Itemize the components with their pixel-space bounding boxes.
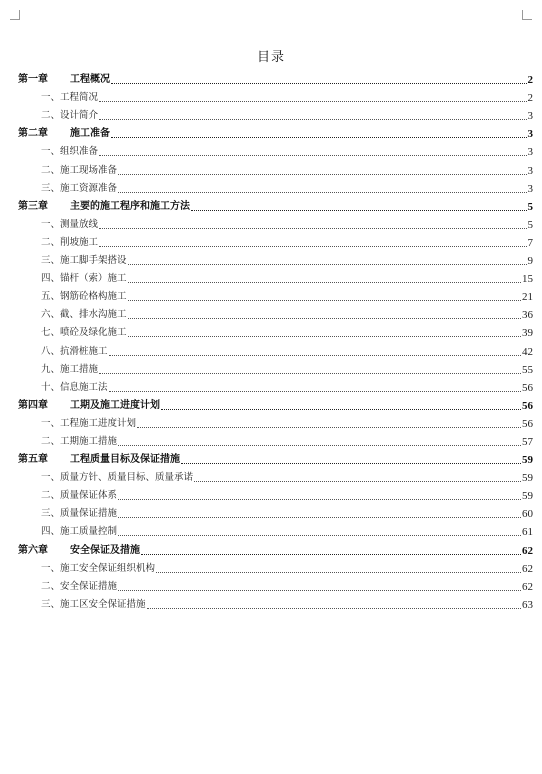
toc-entry-number: 十、 — [41, 381, 61, 393]
toc-page-number: 56 — [522, 381, 533, 394]
toc-dot-leader — [137, 427, 521, 428]
table-of-contents — [18, 69, 533, 612]
toc-page-number: 56 — [522, 417, 533, 430]
toc-entry-label: 锚杆（索）施工 — [60, 273, 127, 285]
toc-dot-leader — [111, 83, 527, 84]
toc-section-entry[interactable] — [18, 485, 533, 503]
toc-dot-leader — [99, 228, 526, 229]
toc-entry-number: 第二章 — [18, 128, 48, 140]
toc-entry-label: 组织准备 — [60, 146, 99, 158]
page-corner-mark-top-left — [10, 10, 20, 20]
toc-page-number: 2 — [527, 74, 533, 87]
toc-entry-number: 八、 — [41, 345, 61, 357]
toc-entry-label: 施工质量控制 — [60, 526, 118, 538]
toc-section-entry[interactable] — [18, 141, 533, 159]
toc-entry-number: 二、 — [41, 110, 61, 122]
page-corner-mark-top-right — [522, 10, 532, 20]
toc-entry-label: 施工安全保证组织机构 — [60, 562, 156, 574]
toc-section-entry[interactable] — [18, 250, 533, 268]
toc-page-number: 3 — [527, 110, 533, 123]
toc-dot-leader — [194, 481, 521, 482]
toc-section-entry[interactable] — [18, 286, 533, 304]
toc-entry-number: 三、 — [41, 508, 61, 520]
toc-dot-leader — [141, 554, 521, 555]
toc-entry-label: 主要的施工程序和施工方法 — [70, 200, 190, 212]
toc-entry-label: 施工区安全保证措施 — [60, 598, 146, 610]
toc-entry-number: 二、 — [41, 435, 61, 447]
toc-section-entry[interactable] — [18, 268, 533, 286]
toc-page-number: 63 — [522, 598, 533, 611]
toc-entry-label: 喷砼及绿化施工 — [60, 327, 127, 339]
toc-chapter-entry[interactable] — [18, 196, 533, 214]
toc-page-number: 39 — [522, 327, 533, 340]
toc-section-entry[interactable] — [18, 359, 533, 377]
toc-section-entry[interactable] — [18, 340, 533, 358]
toc-dot-leader — [128, 282, 521, 283]
toc-entry-label: 信息施工法 — [60, 381, 108, 393]
toc-chapter-entry[interactable] — [18, 395, 533, 413]
toc-entry-number: 第四章 — [18, 399, 48, 411]
toc-entry-label: 削坡施工 — [60, 236, 99, 248]
toc-entry-number: 第三章 — [18, 200, 48, 212]
toc-entry-label: 钢筋砼格构施工 — [60, 291, 127, 303]
toc-page-number: 57 — [522, 435, 533, 448]
toc-page-number: 15 — [522, 273, 533, 286]
toc-entry-number: 二、 — [41, 490, 61, 502]
toc-dot-leader — [99, 101, 526, 102]
toc-dot-leader — [99, 119, 526, 120]
toc-page-number: 62 — [522, 580, 533, 593]
toc-section-entry[interactable] — [18, 178, 533, 196]
toc-dot-leader — [118, 517, 521, 518]
toc-section-entry[interactable] — [18, 431, 533, 449]
toc-page-number: 61 — [522, 526, 533, 539]
toc-section-entry[interactable] — [18, 594, 533, 612]
toc-chapter-entry[interactable] — [18, 123, 533, 141]
toc-page-number: 36 — [522, 309, 533, 322]
toc-dot-leader — [161, 409, 521, 410]
toc-page-number: 59 — [522, 472, 533, 485]
toc-dot-leader — [118, 192, 526, 193]
toc-entry-number: 九、 — [41, 363, 61, 375]
toc-entry-number: 二、 — [41, 236, 61, 248]
toc-entry-number: 二、 — [41, 164, 61, 176]
toc-section-entry[interactable] — [18, 304, 533, 322]
toc-entry-label: 质量保证措施 — [60, 508, 118, 520]
toc-entry-label: 施工现场准备 — [60, 164, 118, 176]
toc-entry-label: 施工措施 — [60, 363, 99, 375]
toc-entry-number: 一、 — [41, 146, 61, 158]
toc-section-entry[interactable] — [18, 214, 533, 232]
toc-entry-number: 一、 — [41, 417, 61, 429]
toc-entry-number: 三、 — [41, 598, 61, 610]
toc-page-number: 62 — [522, 562, 533, 575]
toc-section-entry[interactable] — [18, 521, 533, 539]
toc-dot-leader — [99, 155, 526, 156]
toc-chapter-entry[interactable] — [18, 69, 533, 87]
toc-dot-leader — [181, 463, 521, 464]
toc-page-number: 59 — [522, 454, 533, 467]
toc-entry-number: 四、 — [41, 526, 61, 538]
toc-entry-number: 四、 — [41, 273, 61, 285]
toc-entry-number: 七、 — [41, 327, 61, 339]
toc-entry-number: 第五章 — [18, 454, 48, 466]
toc-dot-leader — [128, 318, 521, 319]
toc-section-entry[interactable] — [18, 87, 533, 105]
toc-section-entry[interactable] — [18, 503, 533, 521]
toc-dot-leader — [109, 355, 521, 356]
toc-section-entry[interactable] — [18, 413, 533, 431]
toc-entry-number: 二、 — [41, 580, 61, 592]
toc-dot-leader — [191, 210, 527, 211]
toc-entry-label: 施工准备 — [70, 128, 110, 140]
toc-entry-number: 一、 — [41, 92, 61, 104]
toc-entry-label: 施工脚手架搭设 — [60, 255, 127, 267]
toc-entry-number: 第一章 — [18, 74, 48, 86]
toc-page-number: 60 — [522, 508, 533, 521]
toc-page-number: 62 — [522, 544, 533, 557]
toc-dot-leader — [99, 246, 526, 247]
toc-entry-label: 质量方针、质量目标、质量承诺 — [60, 472, 194, 484]
toc-entry-label: 安全保证及措施 — [70, 544, 140, 556]
toc-section-entry[interactable] — [18, 232, 533, 250]
toc-page-number: 59 — [522, 490, 533, 503]
toc-dot-leader — [118, 590, 521, 591]
toc-entry-label: 测量放线 — [60, 218, 99, 230]
toc-dot-leader — [111, 137, 527, 138]
toc-entry-label: 质量保证体系 — [60, 490, 118, 502]
toc-entry-number: 五、 — [41, 291, 61, 303]
toc-page-number: 55 — [522, 363, 533, 376]
toc-page-number: 7 — [527, 236, 533, 249]
toc-entry-number: 一、 — [41, 218, 61, 230]
toc-section-entry[interactable] — [18, 558, 533, 576]
toc-section-entry[interactable] — [18, 576, 533, 594]
toc-page-number: 42 — [522, 345, 533, 358]
toc-dot-leader — [128, 300, 521, 301]
toc-dot-leader — [128, 336, 521, 337]
toc-dot-leader — [99, 373, 521, 374]
toc-chapter-entry[interactable] — [18, 449, 533, 467]
toc-dot-leader — [147, 608, 521, 609]
toc-entry-number: 第六章 — [18, 544, 48, 556]
toc-entry-label: 安全保证措施 — [60, 580, 118, 592]
toc-dot-leader — [118, 445, 521, 446]
toc-page-number: 5 — [527, 218, 533, 231]
toc-dot-leader — [128, 264, 527, 265]
toc-entry-label: 工期施工措施 — [60, 435, 118, 447]
toc-entry-label: 工期及施工进度计划 — [70, 399, 160, 411]
toc-page-number: 3 — [527, 164, 533, 177]
toc-page-number: 21 — [522, 291, 533, 304]
toc-entry-label: 设计简介 — [60, 110, 99, 122]
toc-page-number: 3 — [527, 128, 533, 141]
toc-section-entry[interactable] — [18, 159, 533, 177]
toc-entry-number: 三、 — [41, 182, 61, 194]
toc-entry-label: 抗滑桩施工 — [60, 345, 108, 357]
toc-entry-number: 一、 — [41, 562, 61, 574]
toc-dot-leader — [118, 174, 526, 175]
toc-dot-leader — [156, 572, 521, 573]
toc-entry-label: 施工资源准备 — [60, 182, 118, 194]
toc-entry-number: 三、 — [41, 255, 61, 267]
toc-page-number: 9 — [527, 255, 533, 268]
toc-page-number: 2 — [527, 92, 533, 105]
toc-entry-number: 一、 — [41, 472, 61, 484]
toc-entry-label: 工程质量目标及保证措施 — [70, 454, 180, 466]
toc-title: 目录 — [256, 50, 285, 65]
toc-entry-label: 工程施工进度计划 — [60, 417, 137, 429]
toc-section-entry[interactable] — [18, 377, 533, 395]
toc-dot-leader — [109, 391, 521, 392]
toc-entry-number: 六、 — [41, 309, 61, 321]
toc-page-number: 3 — [527, 146, 533, 159]
toc-section-entry[interactable] — [18, 105, 533, 123]
toc-entry-label: 截、排水沟施工 — [60, 309, 127, 321]
toc-page-number: 5 — [527, 200, 533, 213]
toc-chapter-entry[interactable] — [18, 539, 533, 557]
toc-section-entry[interactable] — [18, 467, 533, 485]
toc-entry-label: 工程概况 — [70, 74, 110, 86]
toc-dot-leader — [118, 499, 521, 500]
toc-entry-label: 工程简况 — [60, 92, 99, 104]
toc-page-number: 56 — [522, 399, 533, 412]
toc-section-entry[interactable] — [18, 322, 533, 340]
toc-page-number: 3 — [527, 182, 533, 195]
toc-dot-leader — [118, 535, 521, 536]
